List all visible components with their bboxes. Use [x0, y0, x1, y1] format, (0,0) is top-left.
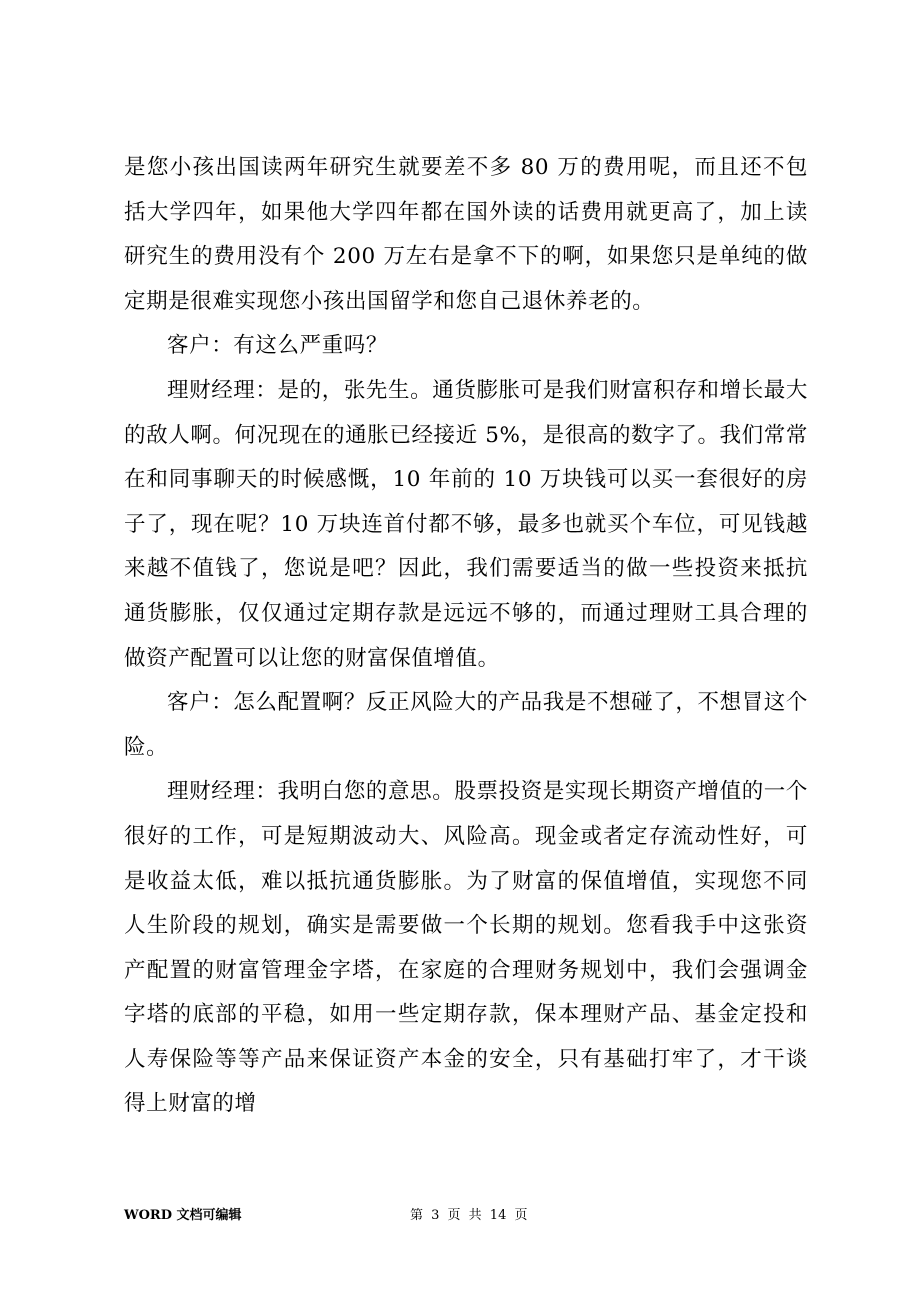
footer-editable-label: WORD 文档可编辑	[124, 1208, 242, 1223]
paragraph-manager-inflation: 理财经理：是的，张先生。通货膨胀可是我们财富积存和增长最大的敌人啊。何况现在的通胀已经接近 5%，是很高的数字了。我们常常在和同事聊天的时候感慨，10 年前的 10 万块钱可以买一套很好的房子了，现在呢？10 万块连首付都不够，最多也就买个车位，可见钱越来越不值钱了，您说是吧？因此，我们需要适当的做一些投资来抵抗通货膨胀，仅仅通过定期存款是远远不够的，而通过理财工具合理的做资产配置可以让您的财富保值增值。	[124, 377, 808, 671]
paragraph-customer-question: 客户：有这么严重吗？	[167, 333, 389, 359]
footer-page-indicator: 第 3 页 共 14 页	[410, 1208, 528, 1223]
paragraph-continuation: 是您小孩出国读两年研究生就要差不多 80 万的费用呢，而且还不包括大学四年，如果他大学四年都在国外读的话费用就更高了，加上读研究生的费用没有个 200 万左右是拿不下的啊，如果您只是单纯的做定期是很难实现您小孩出国留学和您自己退休养老的。	[124, 155, 808, 314]
paragraph-manager-pyramid: 理财经理：我明白您的意思。股票投资是实现长期资产增值的一个很好的工作，可是短期波动大、风险高。现金或者定存流动性好，可是收益太低，难以抵抗通货膨胀。为了财富的保值增值，实现您不同人生阶段的规划，确实是需要做一个长期的规划。您看我手中这张资产配置的财富管理金字塔，在家庭的合理财务规划中，我们会强调金字塔的底部的平稳，如用一些定期存款，保本理财产品、基金定投和人寿保险等等产品来保证资产本金的安全，只有基础打牢了，才干谈得上财富的增	[124, 779, 808, 1117]
document-body	[124, 146, 808, 1127]
paragraph-customer-allocation: 客户：怎么配置啊？反正风险大的产品我是不想碰了，不想冒这个险。	[124, 690, 808, 760]
